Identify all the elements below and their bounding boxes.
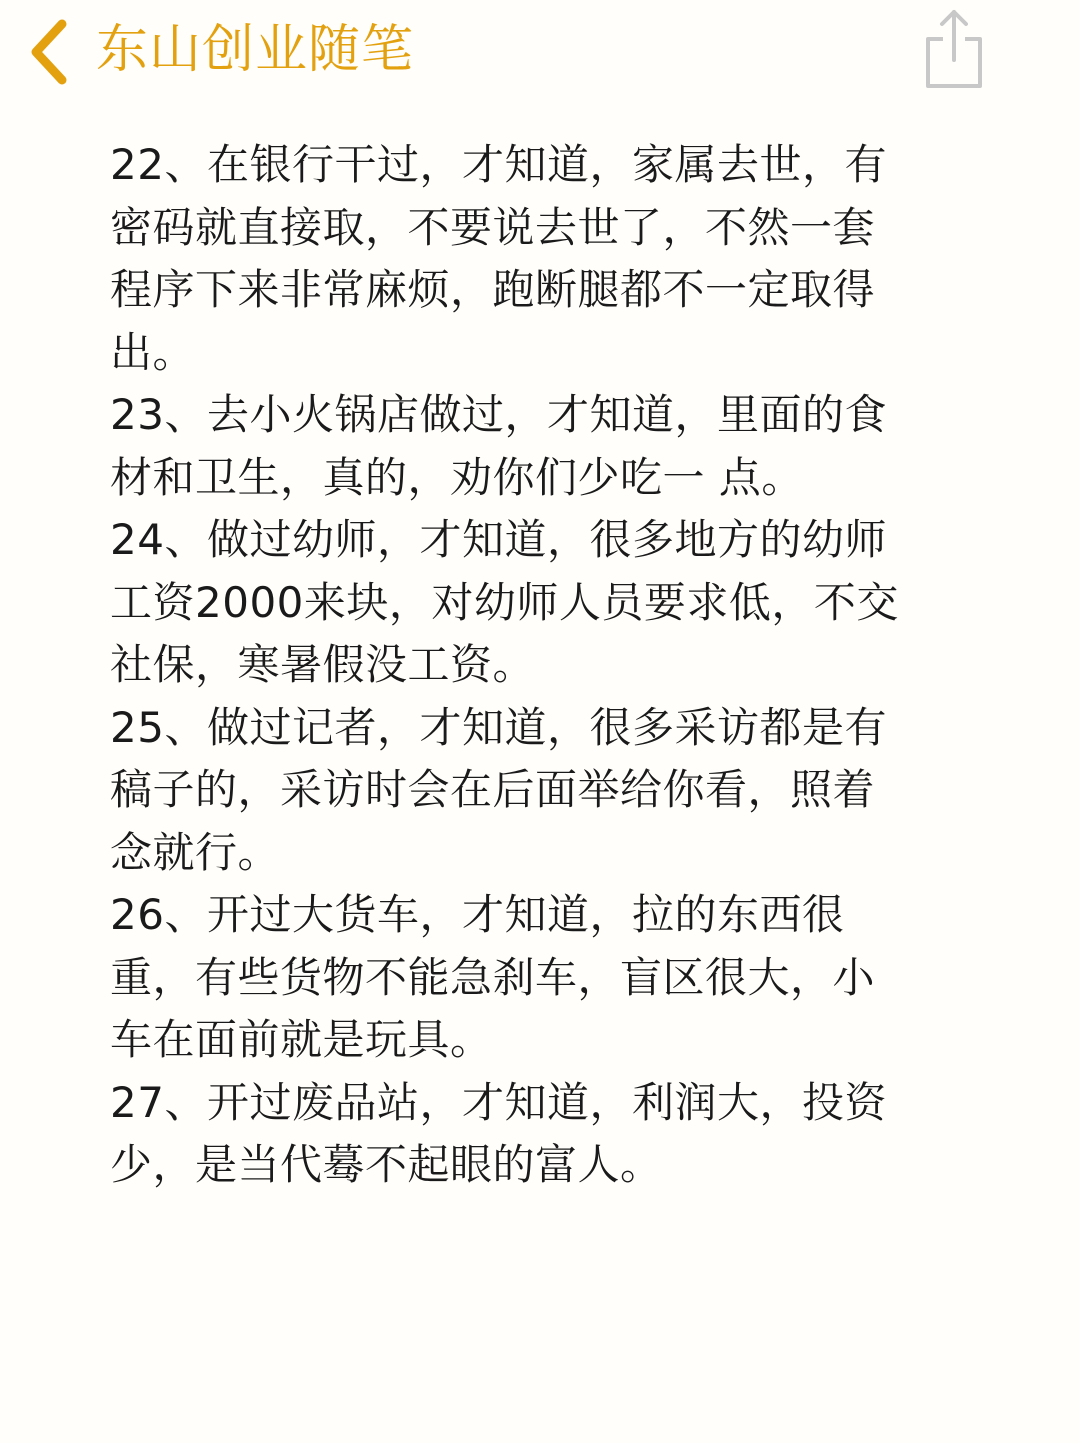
note-text-line: 出。 xyxy=(110,327,196,377)
note-text-line: 稿子的，采访时会在后面举给你看，照着 xyxy=(110,765,876,814)
note-text-line: 工资2000来块，对幼师人员要求低，不交 xyxy=(110,577,899,627)
note-text-line: 密码就直接取，不要说去世了，不然一套 xyxy=(110,202,876,252)
note-text-line: 车在面前就是玩具。 xyxy=(110,1015,493,1064)
note-text-line: 24、做过幼师，才知道，很多地方的幼师 xyxy=(110,515,887,564)
note-text-line: 念就行。 xyxy=(110,827,281,877)
note-body[interactable] xyxy=(110,134,950,1197)
note-text-line: 重，有些货物不能急刹车，盲区很大，小 xyxy=(110,952,876,1002)
note-text-line: 23、去小火锅店做过，才知道，里面的食 xyxy=(110,390,887,439)
note-title: 东山创业随笔 xyxy=(96,20,415,80)
navigation-bar xyxy=(0,0,1080,110)
share-icon xyxy=(916,6,992,92)
note-text-line: 程序下来非常麻烦，跑断腿都不一定取得 xyxy=(110,265,876,314)
note-text-line: 27、开过废品站，才知道，利润大，投资 xyxy=(110,1077,887,1127)
note-text-line: 25、做过记者，才知道，很多采访都是有 xyxy=(110,702,887,752)
note-text-line: 少，是当代蓦不起眼的富人。 xyxy=(110,1140,663,1189)
note-text-line: 社保，寒暑假没工资。 xyxy=(110,640,536,689)
note-text-line: 材和卫生，真的，劝你们少吃一 点。 xyxy=(110,452,804,502)
share-button[interactable] xyxy=(916,6,992,92)
note-text-line: 26、开过大货车，才知道，拉的东西很 xyxy=(110,890,845,939)
note-text-line: 22、在银行干过，才知道，家属去世，有 xyxy=(110,140,887,189)
chevron-left-icon xyxy=(22,14,82,90)
back-button[interactable] xyxy=(22,14,82,90)
